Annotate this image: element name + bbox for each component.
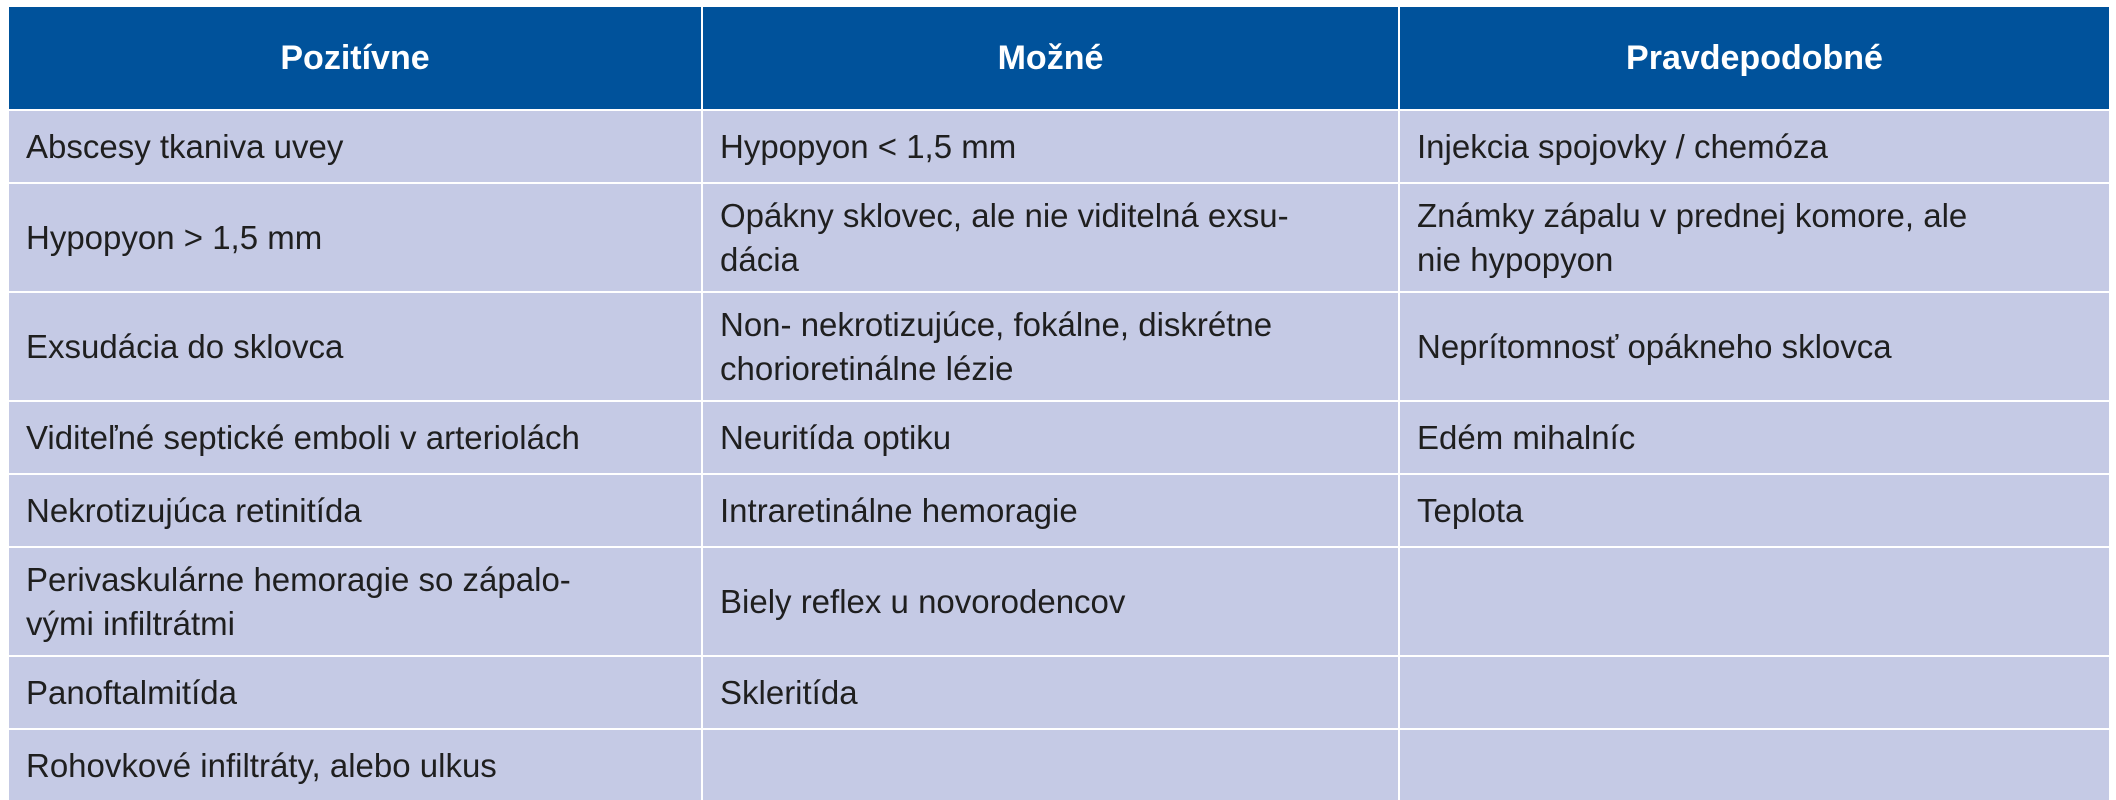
table-cell: Biely reflex u novorodencov (702, 547, 1399, 656)
table-cell: Non- nekrotizujúce, fokálne, diskrétne chorioretinálne lézie (702, 292, 1399, 401)
table-row (8, 110, 2110, 183)
table-cell: Opákny sklovec, ale nie viditelná exsu- dácia (702, 183, 1399, 292)
table-cell: Abscesy tkaniva uvey (8, 110, 702, 183)
table-cell: Neuritída optiku (702, 401, 1399, 474)
table-cell: Nekrotizujúca retinitída (8, 474, 702, 547)
table-row (8, 474, 2110, 547)
table-cell: Hypopyon < 1,5 mm (702, 110, 1399, 183)
table-cell: Exsudácia do sklovca (8, 292, 702, 401)
column-header-possible: Možné (702, 6, 1399, 110)
table-cell: Injekcia spojovky / chemóza (1399, 110, 2110, 183)
table-cell: Intraretinálne hemoragie (702, 474, 1399, 547)
table-cell: Skleritída (702, 656, 1399, 729)
table-cell: Hypopyon > 1,5 mm (8, 183, 702, 292)
table-row (8, 729, 2110, 800)
table-cell: Edém mihalníc (1399, 401, 2110, 474)
table-cell: Rohovkové infiltráty, alebo ulkus (8, 729, 702, 800)
table-row (8, 401, 2110, 474)
table-row (8, 547, 2110, 656)
table-cell: Známky zápalu v prednej komore, ale nie hypopyon (1399, 183, 2110, 292)
table-cell: Viditeľné septické emboli v arteriolách (8, 401, 702, 474)
table-row (8, 292, 2110, 401)
table-cell: Panoftalmitída (8, 656, 702, 729)
diagnostic-criteria-table (7, 5, 2111, 800)
table-cell: Teplota (1399, 474, 2110, 547)
table-cell (702, 729, 1399, 800)
table-cell (1399, 656, 2110, 729)
table-cell: Perivaskulárne hemoragie so zápalo- vými infiltrátmi (8, 547, 702, 656)
table-cell (1399, 547, 2110, 656)
table-header-row (8, 6, 2110, 110)
table-row (8, 656, 2110, 729)
table-cell: Neprítomnosť opákneho sklovca (1399, 292, 2110, 401)
column-header-probable: Pravdepodobné (1399, 6, 2110, 110)
table-cell (1399, 729, 2110, 800)
column-header-positive: Pozitívne (8, 6, 702, 110)
table-row (8, 183, 2110, 292)
